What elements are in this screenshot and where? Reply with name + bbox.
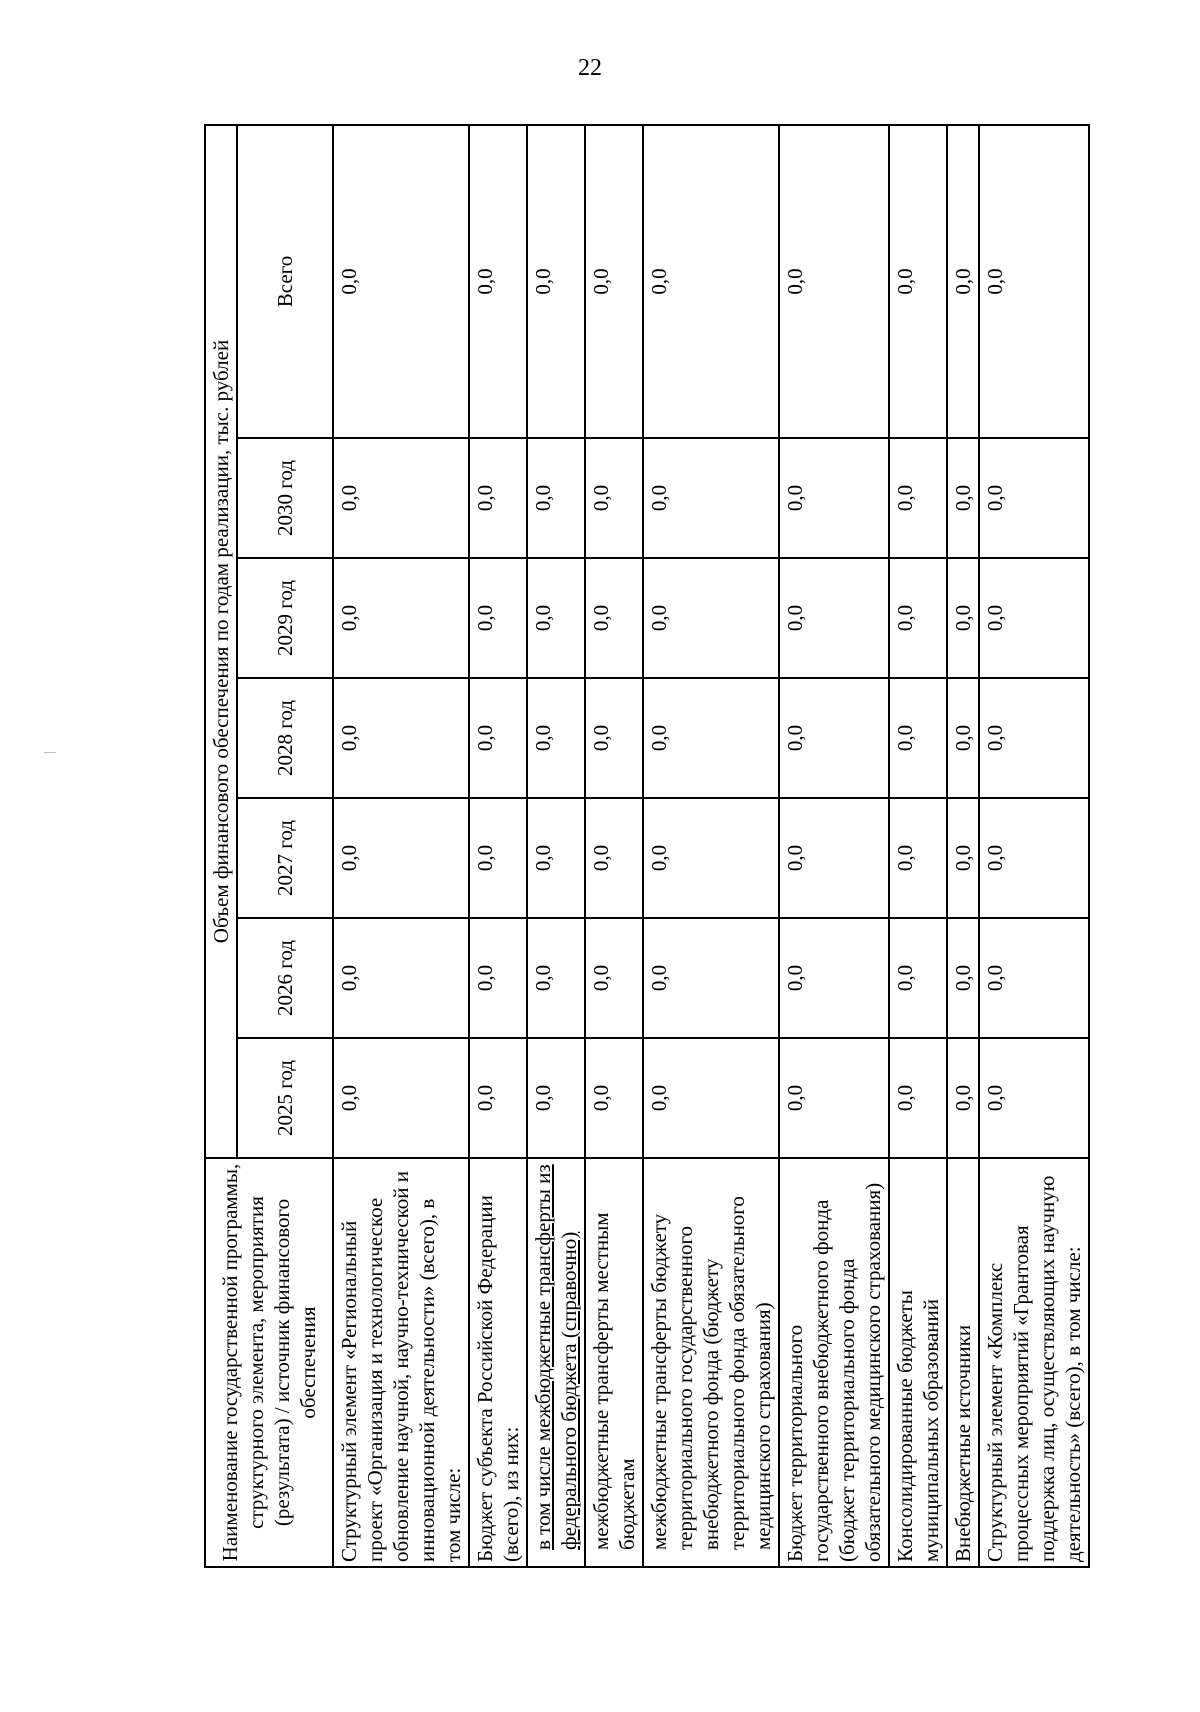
cell-value: 0,0 [527,678,585,798]
cell-value: 0,0 [333,125,469,438]
cell-value: 0,0 [527,798,585,918]
table-row [527,125,585,1567]
cell-value: 0,0 [889,798,947,918]
cell-value: 0,0 [469,1038,527,1158]
cell-value: 0,0 [527,1038,585,1158]
row-label: Бюджет субъекта Российской Федерации (всего), из них: [469,1158,527,1567]
column-header-name: Наименование государственной программы, структурного элемента, мероприятия (результата) / источник финансового обеспечения [205,1158,333,1567]
column-header-year: 2030 год [237,438,333,558]
cell-value: 0,0 [585,558,643,678]
cell-value: 0,0 [947,125,979,438]
row-label: межбюджетные трансферты бюджету территориального государственного внебюджетного фонда (бюджету территориального фонда обязательного медицинского страхования) [643,1158,779,1567]
table-row [889,125,947,1567]
table-row [947,125,979,1567]
cell-value: 0,0 [643,438,779,558]
cell-value: 0,0 [779,558,889,678]
cell-value: 0,0 [333,558,469,678]
financing-table [204,124,1090,1568]
cell-value: 0,0 [643,558,779,678]
table-row [333,125,469,1567]
column-header-year: 2028 год [237,678,333,798]
row-label: Структурный элемент «Региональный проект «Организация и технологическое обновление научной, научно-технической и инновационной деятельности» (всего), в том числе: [333,1158,469,1567]
table-row [585,125,643,1567]
column-header-year: 2026 год [237,918,333,1038]
cell-value: 0,0 [889,1038,947,1158]
cell-value: 0,0 [979,918,1089,1038]
cell-value: 0,0 [469,438,527,558]
cell-value: 0,0 [947,798,979,918]
cell-value: 0,0 [947,438,979,558]
cell-value: 0,0 [979,125,1089,438]
cell-value: 0,0 [947,918,979,1038]
cell-value: 0,0 [469,558,527,678]
column-group-header: Объем финансового обеспечения по годам реализации, тыс. рублей [205,125,237,1158]
column-header-year: 2025 год [237,1038,333,1158]
column-header-year: 2029 год [237,558,333,678]
page-number: 22 [578,55,602,81]
cell-value: 0,0 [469,125,527,438]
cell-value: 0,0 [947,1038,979,1158]
scan-artifact [44,752,56,753]
cell-value: 0,0 [333,678,469,798]
table-row [469,125,527,1567]
cell-value: 0,0 [527,438,585,558]
table-row [779,125,889,1567]
row-label: Внебюджетные источники [947,1158,979,1567]
cell-value: 0,0 [527,125,585,438]
row-label-text: в том числе межбюджетные трансферты из федерального бюджета (справочно) [531,1164,581,1550]
cell-value: 0,0 [643,918,779,1038]
cell-value: 0,0 [643,798,779,918]
cell-value: 0,0 [469,678,527,798]
cell-value: 0,0 [585,798,643,918]
cell-value: 0,0 [979,438,1089,558]
cell-value: 0,0 [889,558,947,678]
cell-value: 0,0 [947,678,979,798]
cell-value: 0,0 [643,125,779,438]
cell-value: 0,0 [979,798,1089,918]
cell-value: 0,0 [947,558,979,678]
cell-value: 0,0 [469,918,527,1038]
cell-value: 0,0 [979,1038,1089,1158]
cell-value: 0,0 [585,678,643,798]
cell-value: 0,0 [889,438,947,558]
cell-value: 0,0 [585,125,643,438]
column-header-total: Всего [237,125,333,438]
cell-value: 0,0 [643,1038,779,1158]
cell-value: 0,0 [779,678,889,798]
row-label: межбюджетные трансферты местным бюджетам [585,1158,643,1567]
cell-value: 0,0 [779,1038,889,1158]
cell-value: 0,0 [527,558,585,678]
cell-value: 0,0 [779,125,889,438]
cell-value: 0,0 [643,678,779,798]
table-row [643,125,779,1567]
cell-value: 0,0 [779,918,889,1038]
column-header-year: 2027 год [237,798,333,918]
cell-value: 0,0 [889,125,947,438]
row-label [527,1158,585,1567]
cell-value: 0,0 [585,918,643,1038]
cell-value: 0,0 [469,798,527,918]
cell-value: 0,0 [333,438,469,558]
cell-value: 0,0 [889,678,947,798]
cell-value: 0,0 [585,1038,643,1158]
cell-value: 0,0 [979,558,1089,678]
row-label: Бюджет территориального государственного внебюджетного фонда (бюджет территориального фонда обязательного медицинского страхования) [779,1158,889,1567]
cell-value: 0,0 [333,798,469,918]
cell-value: 0,0 [779,438,889,558]
cell-value: 0,0 [779,798,889,918]
cell-value: 0,0 [889,918,947,1038]
cell-value: 0,0 [979,678,1089,798]
row-label: Консолидированные бюджеты муниципальных образований [889,1158,947,1567]
row-label: Структурный элемент «Комплекс процессных мероприятий «Грантовая поддержка лиц, осуществляющих научную деятельность» (всего), в том числе: [979,1158,1089,1567]
cell-value: 0,0 [333,1038,469,1158]
cell-value: 0,0 [527,918,585,1038]
cell-value: 0,0 [333,918,469,1038]
cell-value: 0,0 [585,438,643,558]
table-row [979,125,1089,1567]
rotated-table-wrapper [204,126,1085,1568]
